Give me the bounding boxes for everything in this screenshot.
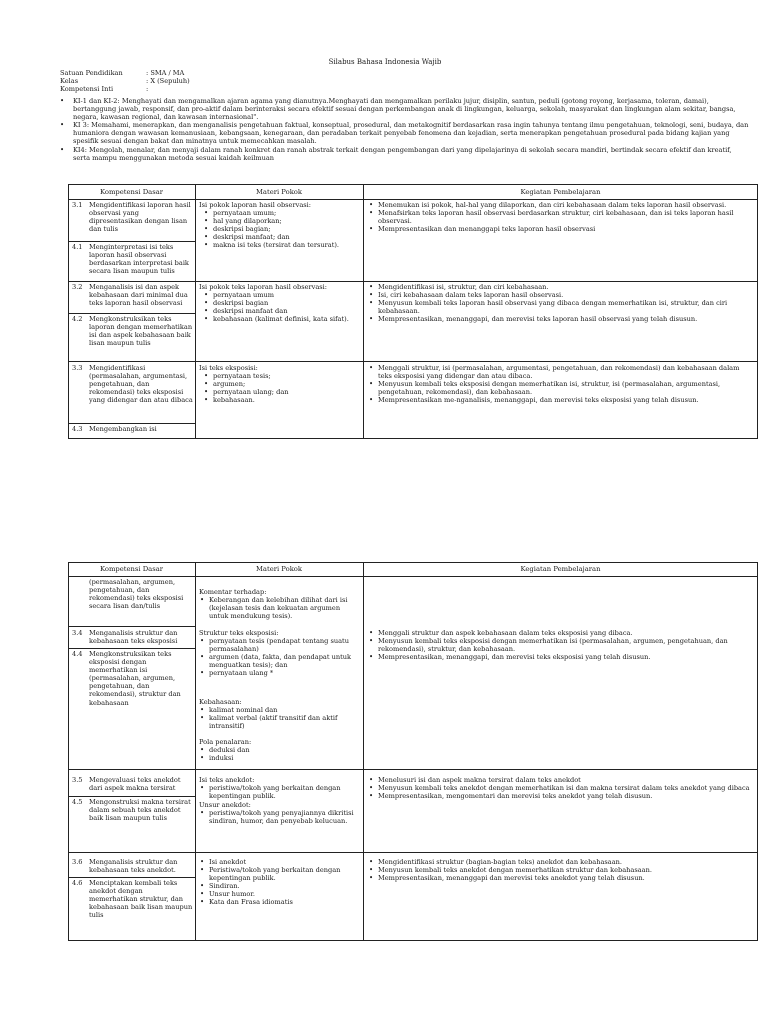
kompetensi-inti-list (60, 97, 750, 162)
list-item: • Menyusun kembali teks laporan hasil observasi yang dibaca dengan memerhatikan isi, struktur, dan ciri kebahasaan. (368, 299, 752, 315)
kd-number: 3.3 (72, 364, 83, 372)
materi-list (203, 209, 359, 249)
kd-text: Mengidentifikasi (permasalahan, argumentasi, pengetahuan, dan rekomendasi) teks eksposisi yang didengar dan atau dibaca (89, 364, 193, 405)
header-kegiatan-pembelajaran: Kegiatan Pembelajaran (520, 565, 601, 573)
kd-text: Menginterpretasi isi teks laporan hasil observasi berdasarkan interpretasi baik secara lisan maupun tulis (89, 243, 189, 276)
kegiatan-list (368, 776, 752, 800)
list-item: • pernyataan ulang; dan (203, 388, 359, 396)
list-item: • induksi (199, 754, 359, 762)
kd-number: 4.6 (72, 879, 83, 887)
list-item: • Menelusuri isi dan aspek makna tersirat dalam teks anekdot (368, 776, 752, 784)
list-item: • pernyataan umum; (203, 209, 359, 217)
list-item: • Mempresentasikan, menanggapi, dan merevisi teks eksposisi yang telah disusun. (368, 653, 752, 661)
list-item: • kebahasaan (kalimat definisi, kata sifat). (203, 315, 359, 323)
kegiatan-list (368, 201, 752, 233)
kd-text: Mengevaluasi teks anekdot dari aspek makna tersirat (89, 776, 181, 793)
list-item: • Menyusun kembali teks anekdot dengan memerhatikan struktur dan kebahasaan. (368, 866, 752, 874)
list-item: • pernyataan ulang * (199, 669, 359, 677)
list-item: • deskripsi manfaat dan (203, 307, 359, 315)
list-item: • argumen; (203, 380, 359, 388)
list-item: • Isi anekdot (199, 858, 359, 866)
kd-text: Menganalisis struktur dan kebahasaan teks eksposisi (89, 629, 178, 646)
header-materi-pokok: Materi Pokok (255, 565, 303, 573)
kd-number: 4.4 (72, 650, 83, 658)
list-item: • kalimat nominal dan (199, 706, 359, 714)
materi-intro: Isi teks anekdot: (199, 776, 255, 784)
kd-text: Mengkonstruksikan teks laporan dengan memerhatikan isi dan aspek kebahasaan baik lisan maupun tulis (89, 315, 193, 348)
kd-text: Menganalisis struktur dan kebahasaan teks anekdot. (89, 858, 178, 875)
kd-text: (permasalahan, argumen, pengetahuan, dan rekomendasi) teks eksposisi secara lisan dan/tulis (89, 578, 184, 611)
list-item: • Menafsirkan teks laporan hasil observasi berdasarkan struktur, ciri kebahasaan, dan isi teks laporan hasil observasi. (368, 209, 752, 225)
list-item: • Mengidentifikasi isi, struktur, dan ciri kebahasaan. (368, 283, 752, 291)
materi-intro: Pola penalaran: (199, 738, 252, 746)
header-kegiatan-pembelajaran: Kegiatan Pembelajaran (520, 188, 601, 196)
kd-number: 3.6 (72, 858, 83, 866)
list-item: • makna isi teks (tersirat dan tersurat). (203, 241, 359, 249)
list-item: • Peristiwa/tokoh yang berkaitan dengan kepentingan publik. (199, 866, 359, 882)
ki-item: • KI4: Mengolah, menalar, dan menyaji dalam ranah konkret dan ranah abstrak terkait dengan pengembangan dari yang dipelajarinya di sekolah secara mandiri, bertindak secara efektif dan kreatif, serta mampu menggunakan metoda sesuai kaidah keilmuan (60, 146, 750, 162)
list-item: • Mempresentasikan, menanggapi, dan merevisi teks laporan hasil observasi yang telah disusun. (368, 315, 752, 323)
list-item: • Menggali struktur, isi (permasalahan, argumentasi, pengetahuan, dan rekomendasi) dan kebahasaan dalam teks eksposisi yang didengar dan atau dibaca. (368, 364, 752, 380)
satuan-value: : SMA / MA (146, 69, 185, 77)
list-item: • Kata dan Frasa idiomatis (199, 898, 359, 906)
list-item: • Mempresentasikan dan menanggapi teks laporan hasil observasi (368, 225, 752, 233)
kd-text: Mengonstruksi makna tersirat dalam sebuah teks anekdot baik lisan maupun tulis (89, 798, 191, 823)
kd-number: 4.3 (72, 425, 83, 433)
kd-text: Menganalisis isi dan aspek kebahasaan dari minimal dua teks laporan hasil observasi (89, 283, 188, 308)
materi-intro: Isi pokok laporan hasil observasi: (199, 201, 311, 209)
kelas-value: : X (Sepuluh) (146, 77, 190, 85)
materi-list (203, 291, 359, 323)
list-item: • deskripsi bagian; (203, 225, 359, 233)
list-item: • pernyataan tesis (pendapat tentang suatu permasalahan) (199, 637, 359, 653)
list-item: • pernyataan umum (203, 291, 359, 299)
list-item: • Unsur humor. (199, 890, 359, 898)
kd-text: Menciptakan kembali teks anekdot dengan memerhatikan struktur, dan kebahasaan baik lisan maupun tulis (89, 879, 193, 920)
kd-text: Mengkonstruksikan teks eksposisi dengan memerhatikan isi (permasalahan, argumen, pengetahuan, dan rekomendasi), struktur dan kebahasaan (89, 650, 181, 707)
list-item: • deduksi dan (199, 746, 359, 754)
materi-intro: Kebahasaan: (199, 698, 242, 706)
list-item: • Mempresentasikan me-nganalisis, menanggapi, dan merevisi teks eksposisi yang telah disusun. (368, 396, 752, 404)
materi-intro: Isi teks eksposisi: (199, 364, 258, 372)
materi-list (199, 858, 359, 907)
list-item: • kebahasaan. (203, 396, 359, 404)
header-kompetensi-dasar: Kompetensi Dasar (99, 565, 164, 573)
ki-item: • KI 3: Memahami, menerapkan, dan menganalisis pengetahuan faktual, konseptual, prosedural, dan metakognitif berdasarkan rasa ingin tahunya tentang ilmu pengetahuan, teknologi, seni, budaya, dan humaniora dengan wawasan kemanusiaan, kebangsaan, kenegaraan, dan peradaban terkait penyebab fenomena dan kejadian, serta menerapkan pengetahuan prosedural pada bidang kajian yang spesifik sesuai dengan bakat dan minatnya untuk memecahkan masalah. (60, 121, 750, 145)
kegiatan-list (368, 283, 752, 323)
kd-number: 3.4 (72, 629, 83, 637)
kd-number: 4.2 (72, 315, 83, 323)
list-item: • kalimat verbal (aktif transitif dan aktif intransitif) (199, 714, 359, 730)
list-item: • Mengidentifikasi struktur (bagian-bagian teks) anekdot dan kebahasaan. (368, 858, 752, 866)
kelas-label: Kelas (60, 77, 79, 85)
kd-number: 4.5 (72, 798, 83, 806)
materi-list (199, 746, 359, 762)
materi-list (199, 637, 359, 677)
materi-list (199, 706, 359, 730)
list-item: • Keberangan dan kelebihan dilihat dari isi (kejelasan tesis dan kekuatan argumen untuk mendukung tesis). (199, 596, 359, 620)
list-item: • deskripsi manfaat; dan (203, 233, 359, 241)
ki-value: : (146, 85, 149, 93)
header-kompetensi-dasar: Kompetensi Dasar (99, 188, 164, 196)
materi-intro: Unsur anekdot: (199, 801, 251, 809)
kd-number: 4.1 (72, 243, 83, 251)
materi-list (203, 372, 359, 404)
materi-list (199, 809, 359, 825)
kd-number: 3.5 (72, 776, 83, 784)
kegiatan-list (368, 629, 752, 661)
materi-list (199, 596, 359, 620)
materi-list (199, 784, 359, 800)
list-item: • deskripsi bagian (203, 299, 359, 307)
list-item: • Menyusun kembali teks eksposisi dengan memerhatikan isi, struktur, isi (permasalahan, argumentasi, pengetahuan, rekomendasi), dan kebahasaan. (368, 380, 752, 396)
list-item: • Menyusun kembali teks anekdot dengan memerhatikan isi dan makna tersirat dalam teks anekdot yang dibaca (368, 784, 752, 792)
ki-item: • KI-1 dan KI-2: Menghayati dan mengamalkan ajaran agama yang dianutnya.Menghayati dan mengamalkan perilaku jujur, disiplin, santun, peduli (gotong royong, kerjasama, toleran, damai), bertanggung jawab, responsif, dan pro-aktif dalam berinteraksi secara efektif sesuai dengan perkembangan anak di lingkungan, keluarga, sekolah, masyarakat dan lingkungan alam sekitar, bangsa, negara, kawasan regional, dan kawasan internasional". (60, 97, 750, 121)
list-item: • Sindiran. (199, 882, 359, 890)
satuan-label: Satuan Pendidikan (60, 69, 123, 77)
list-item: • pernyataan tesis; (203, 372, 359, 380)
list-item: • Menyusun kembali teks eksposisi dengan memerhatikan isi (permasalahan, argumen, pengetahuan, dan rekomendasi), struktur, dan kebahasaan. (368, 637, 752, 653)
list-item: • Menemukan isi pokok, hal-hal yang dilaporkan, dan ciri kebahasaan dalam teks laporan hasil observasi. (368, 201, 752, 209)
list-item: • Mempresentasikan, mengomentari dan merevisi teks anekdot yang telah disusun. (368, 792, 752, 800)
list-item: • peristiwa/tokoh yang berkaitan dengan kepentingan publik. (199, 784, 359, 800)
list-item: • Isi, ciri kebahasaan dalam teks laporan hasil observasi. (368, 291, 752, 299)
kegiatan-list (368, 858, 752, 882)
ki-label: Kompetensi Inti (60, 85, 114, 93)
document-title: Silabus Bahasa Indonesia Wajib (328, 58, 442, 66)
list-item: • Mempresentasikan, menanggapi dan merevisi teks anekdot yang telah disusun. (368, 874, 752, 882)
list-item: • hal yang dilaporkan; (203, 217, 359, 225)
kd-number: 3.1 (72, 201, 83, 209)
list-item: • argumen (data, fakta, dan pendapat untuk menguatkan tesis); dan (199, 653, 359, 669)
kd-text: Mengembangkan isi (89, 425, 157, 433)
kegiatan-list (368, 364, 752, 404)
list-item: • peristiwa/tokoh yang penyajiannya dikritisi sindiran, humor, dan penyebab kelucuan. (199, 809, 359, 825)
kd-text: Mengidentifikasi laporan hasil observasi yang dipresentasikan dengan lisan dan tulis (89, 201, 191, 234)
list-item: • Menggali struktur dan aspek kebahasaan dalam teks eksposisi yang dibaca. (368, 629, 752, 637)
materi-intro: Isi pokok teks laporan hasil observasi: (199, 283, 327, 291)
kd-number: 3.2 (72, 283, 83, 291)
materi-intro: Struktur teks eksposisi: (199, 629, 279, 637)
materi-intro: Komentar terhadap: (199, 588, 267, 596)
header-materi-pokok: Materi Pokok (255, 188, 303, 196)
